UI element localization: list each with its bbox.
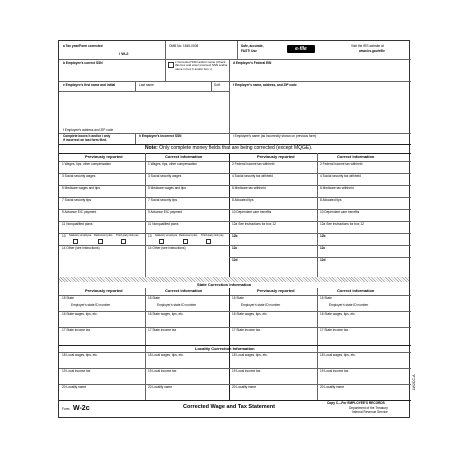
- fed-corr-header-left: Correct information: [165, 154, 203, 159]
- box18-prev-right: 18 Local wages, tips, etc.: [232, 353, 268, 357]
- box-b-label: b Employee's correct SSN: [63, 61, 103, 65]
- box7-prev: 7 Social security tips: [62, 198, 92, 202]
- box11-prev: 11 Nonqualified plans: [62, 222, 93, 226]
- state-corr-header-left: Correct information: [165, 288, 203, 293]
- box20-prev-right: 20 Locality name: [232, 385, 257, 389]
- box13-corr-retirement-checkbox[interactable]: [183, 239, 188, 244]
- box3-corr: 3 Social security wages: [148, 174, 182, 178]
- box17-prev-right: 17 State income tax: [232, 328, 261, 332]
- box11-corr: 11 Nonqualified plans: [148, 222, 179, 226]
- box13-prev-label: 13: [62, 234, 66, 238]
- form-word: Form: [62, 407, 70, 411]
- box19-corr-right: 19 Local income tax: [320, 369, 349, 373]
- box18-prev-left: 18 Local wages, tips, etc.: [62, 353, 98, 357]
- box20-corr-left: 20 Locality name: [148, 385, 173, 389]
- box9-prev: 9 Advance EIC payment: [62, 210, 97, 214]
- box16-prev-left: 16 State wages, tips, etc.: [62, 312, 98, 316]
- box-i-label: i Employee's name (as incorrectly shown on previous form): [233, 134, 317, 138]
- fed-corr-header-right: Correct information: [337, 154, 375, 159]
- box18-corr-left: 18 Local wages, tips, etc.: [148, 353, 184, 357]
- box15-prev-right: 15 State: [232, 296, 244, 300]
- side-code: LW2CC-A: [412, 374, 416, 390]
- copy-c-label: Copy C—For EMPLOYEE'S RECORDS: [327, 401, 385, 405]
- box13-corr-retirement: Retirement plan: [179, 234, 198, 237]
- box13-prev-retirement: Retirement plan: [94, 234, 113, 237]
- box18-corr-right: 18 Local wages, tips, etc.: [320, 353, 356, 357]
- omb-number: OMB No. 1545-0008: [169, 44, 199, 48]
- complete-boxes-note: Complete boxes h and/or i only: [63, 134, 111, 138]
- box13-prev-statutory: Statutory employee: [69, 234, 92, 237]
- box6-corr: 6 Medicare tax withheld: [320, 186, 354, 190]
- fast-use-text: FAST! Use: [241, 49, 257, 53]
- note-line: [145, 146, 312, 151]
- safe-accurate-text: Safe, accurate,: [241, 44, 264, 48]
- box16-corr-left: 16 State wages, tips, etc.: [148, 312, 184, 316]
- state-id-corr-left: Employer's state ID number: [157, 303, 197, 307]
- box12c-corr: 12c: [320, 246, 326, 250]
- box13-prev-thirdparty: Third-party sick pay: [116, 234, 139, 237]
- irs-website-text: Visit the IRS website at: [351, 44, 384, 48]
- box13-corr-statutory-checkbox[interactable]: [159, 239, 164, 244]
- box-c-label: c Corrected SSN and/or name (Check this box and enter incorrect SSN and/or name in box h and/or box i.): [175, 60, 228, 71]
- box13-prev-thirdparty-checkbox[interactable]: [121, 239, 126, 244]
- box19-prev-right: 19 Local income tax: [232, 369, 261, 373]
- box10-corr: 10 Dependent care benefits: [320, 210, 360, 214]
- box17-prev-left: 17 State income tax: [62, 328, 91, 332]
- box16-corr-right: 16 State wages, tips, etc.: [320, 312, 356, 316]
- box13-prev-statutory-checkbox[interactable]: [73, 239, 78, 244]
- box1-prev: 1 Wages, tips, other compensation: [62, 162, 111, 166]
- box12b-corr: 12b: [320, 234, 326, 238]
- efile-logo: e-file: [287, 45, 315, 53]
- state-prev-header-right: Previously reported: [257, 288, 295, 293]
- box12d-corr: 12d: [320, 258, 326, 262]
- box20-corr-right: 20 Locality name: [320, 385, 345, 389]
- box12a-prev: 12a See instructions for box 12: [232, 222, 276, 226]
- form-w2-label: / W-2: [119, 51, 129, 56]
- box6-prev: 6 Medicare tax withheld: [232, 186, 266, 190]
- box13-corr-thirdparty: Third-party sick pay: [201, 234, 224, 237]
- complete-boxes-note-2: if incorrect on last form filed.: [63, 138, 107, 142]
- state-id-corr-right: Employer's state ID number: [329, 303, 369, 307]
- box7-corr: 7 Social security tips: [148, 198, 178, 202]
- fed-prev-header-right: Previously reported: [257, 154, 295, 159]
- form-title: Corrected Wage and Tax Statement: [183, 404, 275, 410]
- box-d-label: d Employer's Federal EIN: [233, 61, 272, 65]
- dept-treasury: Department of the Treasury: [349, 406, 388, 410]
- box2-prev: 2 Federal income tax withheld: [232, 162, 275, 166]
- box20-prev-left: 20 Locality name: [62, 385, 87, 389]
- last-name-label: Last name: [139, 83, 154, 87]
- box12b-prev: 12b: [232, 234, 238, 238]
- box8-corr: 8 Allocated tips: [320, 198, 342, 202]
- box13-corr-label: 13: [148, 234, 152, 238]
- w2c-form: [58, 40, 410, 418]
- locality-section-title: Locality Correction Information: [195, 346, 255, 351]
- box12d-prev: 12d: [232, 258, 238, 262]
- state-id-prev-left: Employer's state ID number: [71, 303, 111, 307]
- box8-prev: 8 Allocated tips: [232, 198, 254, 202]
- box4-corr: 4 Social security tax withheld: [320, 174, 361, 178]
- box14-corr: 14 Other (see instructions): [148, 246, 186, 250]
- box14-prev: 14 Other (see instructions): [62, 246, 100, 250]
- box-c-checkbox[interactable]: [168, 62, 174, 68]
- box5-corr: 5 Medicare wages and tips: [148, 186, 186, 190]
- box4-prev: 4 Social security tax withheld: [232, 174, 273, 178]
- box13-corr-thirdparty-checkbox[interactable]: [206, 239, 211, 244]
- box3-prev: 3 Social security wages: [62, 174, 96, 178]
- state-corr-header-right: Correct information: [337, 288, 375, 293]
- box-e-label: e Employee's first name and initial: [63, 83, 116, 87]
- note-label: Note:: [145, 145, 158, 151]
- box12a-corr: 12a See instructions for box 12: [320, 222, 364, 226]
- box5-prev: 5 Medicare wages and tips: [62, 186, 100, 190]
- state-id-prev-right: Employer's state ID number: [241, 303, 281, 307]
- state-section-title: State Correction Information: [197, 282, 252, 287]
- box19-corr-left: 19 Local income tax: [148, 369, 177, 373]
- irs-url: www.irs.gov/efile: [359, 49, 385, 53]
- box-f-address-label: f Employee's address and ZIP code: [63, 128, 114, 132]
- box10-prev: 10 Dependent care benefits: [232, 210, 272, 214]
- box13-corr-statutory: Statutory employee: [155, 234, 178, 237]
- suffix-label: Suff.: [214, 83, 221, 87]
- box-a-label: a Tax year/Form corrected: [63, 44, 103, 48]
- note-text: Only complete money fields that are being corrected (except MQGE).: [159, 145, 313, 151]
- box15-corr-right: 15 State: [320, 296, 332, 300]
- box9-corr: 9 Advance EIC payment: [148, 210, 183, 214]
- box-h-label: h Employee's incorrect SSN: [139, 134, 182, 138]
- irs-name: Internal Revenue Service: [352, 410, 388, 414]
- box1-corr: 1 Wages, tips, other compensation: [148, 162, 197, 166]
- state-prev-header-left: Previously reported: [85, 288, 123, 293]
- box19-prev-left: 19 Local income tax: [62, 369, 91, 373]
- box12c-prev: 12c: [232, 246, 238, 250]
- box13-prev-retirement-checkbox[interactable]: [98, 239, 103, 244]
- box15-prev-left: 15 State: [62, 296, 74, 300]
- fed-prev-header-left: Previously reported: [85, 154, 123, 159]
- form-name: W-2c: [73, 405, 90, 412]
- box17-corr-right: 17 State income tax: [320, 328, 349, 332]
- box2-corr: 2 Federal income tax withheld: [320, 162, 363, 166]
- box17-corr-left: 17 State income tax: [148, 328, 177, 332]
- box16-prev-right: 16 State wages, tips, etc.: [232, 312, 268, 316]
- box15-corr-left: 15 State: [148, 296, 160, 300]
- box-f-employer-label: f Employer's name, address, and ZIP code: [233, 83, 297, 87]
